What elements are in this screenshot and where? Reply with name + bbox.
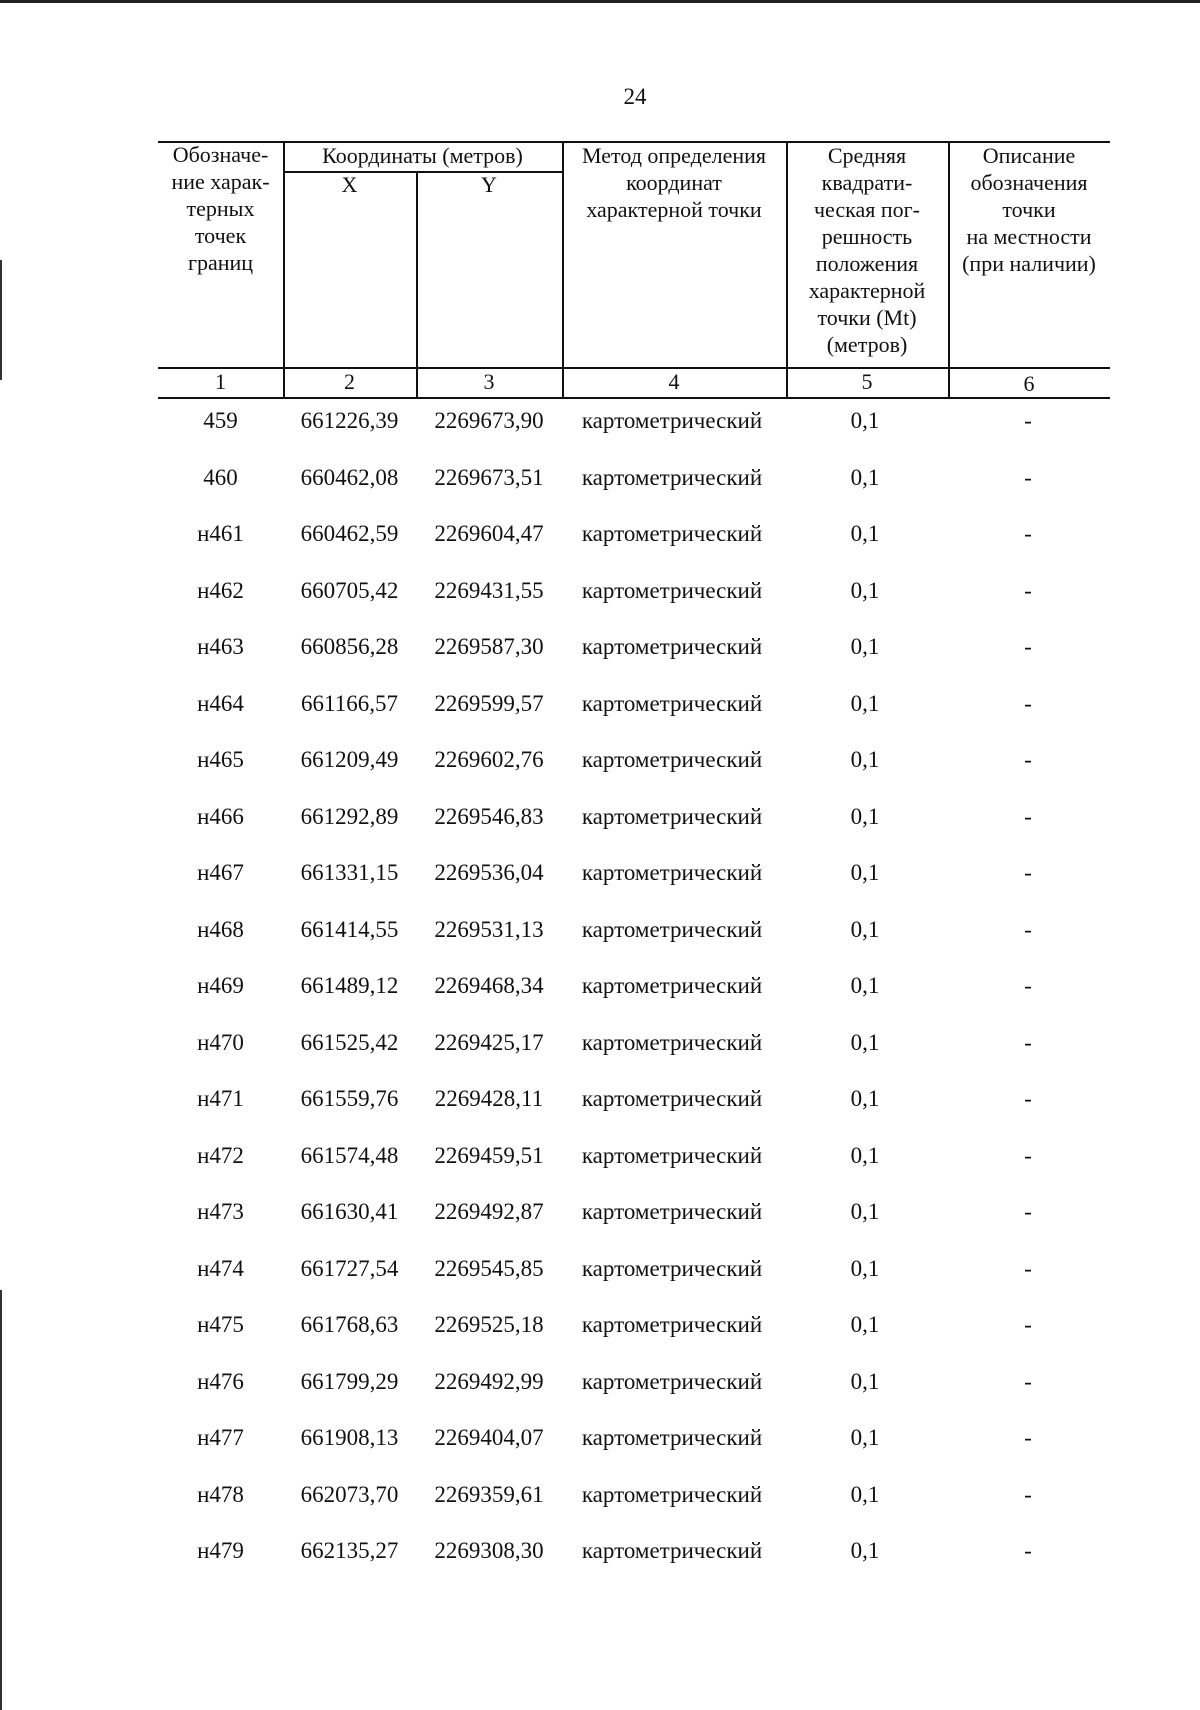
table-row bbox=[158, 1306, 1110, 1363]
table-row bbox=[158, 572, 1110, 629]
method-cell: картометрический bbox=[581, 916, 763, 942]
y-coordinate-cell: 2269431,55 bbox=[434, 577, 544, 603]
point-cell: н477 bbox=[197, 1425, 244, 1450]
description-cell: - bbox=[1024, 521, 1032, 546]
point-cell: 460 bbox=[203, 464, 238, 490]
method-cell: картометрический bbox=[581, 1481, 763, 1507]
table-row bbox=[158, 854, 1110, 911]
method-cell: картометрический bbox=[581, 1199, 763, 1224]
point-cell: н464 bbox=[197, 690, 244, 716]
x-coordinate-cell: 661727,54 bbox=[300, 1255, 399, 1281]
description-cell: - bbox=[1024, 916, 1032, 942]
error-cell: 0,1 bbox=[850, 1029, 880, 1055]
table-row bbox=[158, 1080, 1110, 1137]
y-coordinate-cell: 2269545,85 bbox=[434, 1255, 544, 1281]
description-cell: - bbox=[1024, 747, 1032, 772]
y-coordinate-cell: 2269425,17 bbox=[434, 1029, 544, 1055]
description-cell: - bbox=[1024, 1425, 1032, 1450]
error-cell: 0,1 bbox=[850, 1142, 880, 1168]
table-row bbox=[158, 1250, 1110, 1307]
error-cell: 0,1 bbox=[850, 1368, 880, 1394]
table-row bbox=[158, 1532, 1110, 1589]
point-cell: н479 bbox=[197, 1538, 244, 1563]
table-row bbox=[158, 459, 1110, 516]
header-number-3: 3 bbox=[483, 369, 495, 394]
x-coordinate-cell: 661559,76 bbox=[300, 1086, 399, 1111]
y-coordinate-cell: 2269459,51 bbox=[434, 1142, 544, 1168]
method-cell: картометрический bbox=[581, 860, 763, 885]
point-cell: н463 bbox=[197, 634, 244, 659]
y-coordinate-cell: 2269587,30 bbox=[434, 634, 544, 659]
method-cell: картометрический bbox=[581, 408, 763, 433]
description-cell: - bbox=[1024, 1368, 1032, 1394]
table-row bbox=[158, 741, 1110, 798]
error-cell: 0,1 bbox=[850, 464, 880, 490]
method-cell: картометрический bbox=[581, 1029, 763, 1055]
error-cell: 0,1 bbox=[850, 916, 880, 942]
point-cell: н470 bbox=[197, 1029, 244, 1055]
header-method: Метод определения координат характерной точки bbox=[581, 143, 767, 222]
x-coordinate-cell: 661799,29 bbox=[300, 1368, 399, 1394]
y-coordinate-cell: 2269468,34 bbox=[434, 973, 544, 998]
method-cell: картометрический bbox=[581, 1425, 763, 1450]
error-cell: 0,1 bbox=[850, 803, 880, 829]
method-cell: картометрический bbox=[581, 634, 763, 659]
table-row bbox=[158, 1476, 1110, 1533]
y-coordinate-cell: 2269359,61 bbox=[434, 1481, 544, 1507]
table-row bbox=[158, 515, 1110, 572]
table-row bbox=[158, 1193, 1110, 1250]
description-cell: - bbox=[1024, 634, 1032, 659]
description-cell: - bbox=[1024, 973, 1032, 998]
x-coordinate-cell: 661226,39 bbox=[300, 408, 399, 433]
description-cell: - bbox=[1024, 1086, 1032, 1111]
error-cell: 0,1 bbox=[850, 408, 880, 433]
x-coordinate-cell: 660705,42 bbox=[300, 577, 399, 603]
header-y: Y bbox=[481, 172, 497, 197]
x-coordinate-cell: 661414,55 bbox=[300, 916, 399, 942]
description-cell: - bbox=[1024, 1312, 1032, 1337]
y-coordinate-cell: 2269599,57 bbox=[434, 690, 544, 716]
method-cell: картометрический bbox=[581, 1368, 763, 1394]
error-cell: 0,1 bbox=[850, 973, 880, 998]
table-row bbox=[158, 1024, 1110, 1081]
y-coordinate-cell: 2269673,90 bbox=[434, 408, 544, 433]
y-coordinate-cell: 2269428,11 bbox=[434, 1086, 544, 1111]
x-coordinate-cell: 661166,57 bbox=[301, 690, 398, 716]
header-number-1: 1 bbox=[215, 369, 226, 394]
header-point-designation: Обозначе- ние харак- терных точек границ bbox=[171, 142, 270, 275]
x-coordinate-cell: 662135,27 bbox=[300, 1538, 399, 1563]
error-cell: 0,1 bbox=[850, 521, 880, 546]
x-coordinate-cell: 660856,28 bbox=[300, 634, 399, 659]
table-header bbox=[158, 141, 1110, 399]
description-cell: - bbox=[1024, 803, 1032, 829]
y-coordinate-cell: 2269492,99 bbox=[434, 1368, 544, 1394]
error-cell: 0,1 bbox=[850, 690, 880, 716]
header-number-2: 2 bbox=[344, 369, 355, 394]
method-cell: картометрический bbox=[581, 1538, 763, 1563]
x-coordinate-cell: 662073,70 bbox=[300, 1481, 399, 1507]
header-x: X bbox=[341, 172, 358, 197]
description-cell: - bbox=[1024, 1538, 1032, 1563]
method-cell: картометрический bbox=[581, 577, 763, 603]
y-coordinate-cell: 2269604,47 bbox=[434, 521, 544, 546]
table-row bbox=[158, 967, 1110, 1024]
description-cell: - bbox=[1024, 464, 1032, 490]
point-cell: н475 bbox=[197, 1312, 244, 1337]
table-row bbox=[158, 402, 1110, 459]
description-cell: - bbox=[1024, 1481, 1032, 1507]
table-row bbox=[158, 1363, 1110, 1420]
table-row bbox=[158, 628, 1110, 685]
y-coordinate-cell: 2269308,30 bbox=[434, 1538, 544, 1563]
x-coordinate-cell: 661525,42 bbox=[300, 1029, 399, 1055]
point-cell: н478 bbox=[197, 1481, 244, 1507]
point-cell: н473 bbox=[197, 1199, 244, 1224]
scan-edge-left bbox=[0, 260, 2, 380]
y-coordinate-cell: 2269525,18 bbox=[434, 1312, 544, 1337]
method-cell: картометрический bbox=[581, 1255, 763, 1281]
error-cell: 0,1 bbox=[850, 1312, 880, 1337]
page-number: 24 bbox=[623, 84, 647, 109]
point-cell: н467 bbox=[197, 860, 244, 885]
y-coordinate-cell: 2269531,13 bbox=[434, 916, 544, 942]
y-coordinate-cell: 2269492,87 bbox=[434, 1199, 544, 1224]
table-body bbox=[158, 402, 1110, 1589]
description-cell: - bbox=[1024, 690, 1032, 716]
x-coordinate-cell: 661209,49 bbox=[300, 747, 399, 772]
error-cell: 0,1 bbox=[850, 1538, 880, 1563]
header-coordinates-group: Координаты (метров) bbox=[322, 143, 523, 168]
x-coordinate-cell: 661630,41 bbox=[300, 1199, 399, 1224]
method-cell: картометрический bbox=[581, 464, 763, 490]
scan-edge-top bbox=[0, 0, 1200, 3]
method-cell: картометрический bbox=[581, 1086, 763, 1111]
error-cell: 0,1 bbox=[850, 747, 880, 772]
x-coordinate-cell: 661908,13 bbox=[300, 1425, 399, 1450]
x-coordinate-cell: 661292,89 bbox=[300, 803, 399, 829]
header-number-4: 4 bbox=[668, 369, 680, 394]
error-cell: 0,1 bbox=[850, 1481, 880, 1507]
y-coordinate-cell: 2269673,51 bbox=[434, 464, 544, 490]
x-coordinate-cell: 661574,48 bbox=[300, 1142, 399, 1168]
description-cell: - bbox=[1024, 1029, 1032, 1055]
header-mean-square-error: Средняя квадрати- ческая пог- решность положения характерной точки (Mt) (метров) bbox=[808, 143, 926, 357]
x-coordinate-cell: 661489,12 bbox=[300, 973, 399, 998]
point-cell: н472 bbox=[197, 1142, 244, 1168]
x-coordinate-cell: 660462,59 bbox=[300, 521, 399, 546]
x-coordinate-cell: 661768,63 bbox=[300, 1312, 399, 1337]
method-cell: картометрический bbox=[581, 690, 763, 716]
point-cell: н471 bbox=[197, 1086, 244, 1111]
scan-edge-left-lower bbox=[0, 1290, 2, 1710]
point-cell: н476 bbox=[197, 1368, 244, 1394]
y-coordinate-cell: 2269602,76 bbox=[434, 747, 544, 772]
point-cell: н462 bbox=[197, 577, 244, 603]
error-cell: 0,1 bbox=[850, 1086, 880, 1111]
error-cell: 0,1 bbox=[850, 1255, 880, 1281]
table-row bbox=[158, 911, 1110, 968]
description-cell: - bbox=[1024, 1142, 1032, 1168]
table-row bbox=[158, 798, 1110, 855]
header-description: Описание обозначения точки на местности (при наличии) bbox=[962, 143, 1096, 276]
header-bottom-rule bbox=[158, 397, 1110, 399]
y-coordinate-cell: 2269404,07 bbox=[434, 1425, 544, 1450]
header-number-5: 5 bbox=[861, 369, 873, 394]
error-cell: 0,1 bbox=[850, 1425, 880, 1450]
point-cell: н474 bbox=[197, 1255, 244, 1281]
point-cell: н469 bbox=[197, 973, 244, 998]
point-cell: н466 bbox=[197, 803, 244, 829]
description-cell: - bbox=[1024, 1255, 1032, 1281]
description-cell: - bbox=[1024, 408, 1032, 433]
table-row bbox=[158, 1137, 1110, 1194]
x-coordinate-cell: 661331,15 bbox=[300, 860, 399, 885]
description-cell: - bbox=[1024, 1199, 1032, 1224]
description-cell: - bbox=[1024, 577, 1032, 603]
table-row bbox=[158, 685, 1110, 742]
error-cell: 0,1 bbox=[850, 860, 880, 885]
y-coordinate-cell: 2269536,04 bbox=[434, 860, 544, 885]
table-row bbox=[158, 1419, 1110, 1476]
error-cell: 0,1 bbox=[850, 577, 880, 603]
error-cell: 0,1 bbox=[850, 1199, 880, 1224]
y-coordinate-cell: 2269546,83 bbox=[434, 803, 544, 829]
method-cell: картометрический bbox=[581, 747, 763, 772]
method-cell: картометрический bbox=[581, 521, 763, 546]
point-cell: н468 bbox=[197, 916, 244, 942]
point-cell: 459 bbox=[203, 408, 238, 433]
method-cell: картометрический bbox=[581, 973, 763, 998]
method-cell: картометрический bbox=[581, 1142, 763, 1168]
description-cell: - bbox=[1024, 860, 1032, 885]
point-cell: н461 bbox=[197, 521, 244, 546]
col-divider-2 bbox=[416, 171, 418, 399]
point-cell: н465 bbox=[197, 747, 244, 772]
method-cell: картометрический bbox=[581, 1312, 763, 1337]
method-cell: картометрический bbox=[581, 803, 763, 829]
error-cell: 0,1 bbox=[850, 634, 880, 659]
header-number-6: 6 bbox=[1023, 371, 1035, 396]
x-coordinate-cell: 660462,08 bbox=[300, 464, 399, 490]
